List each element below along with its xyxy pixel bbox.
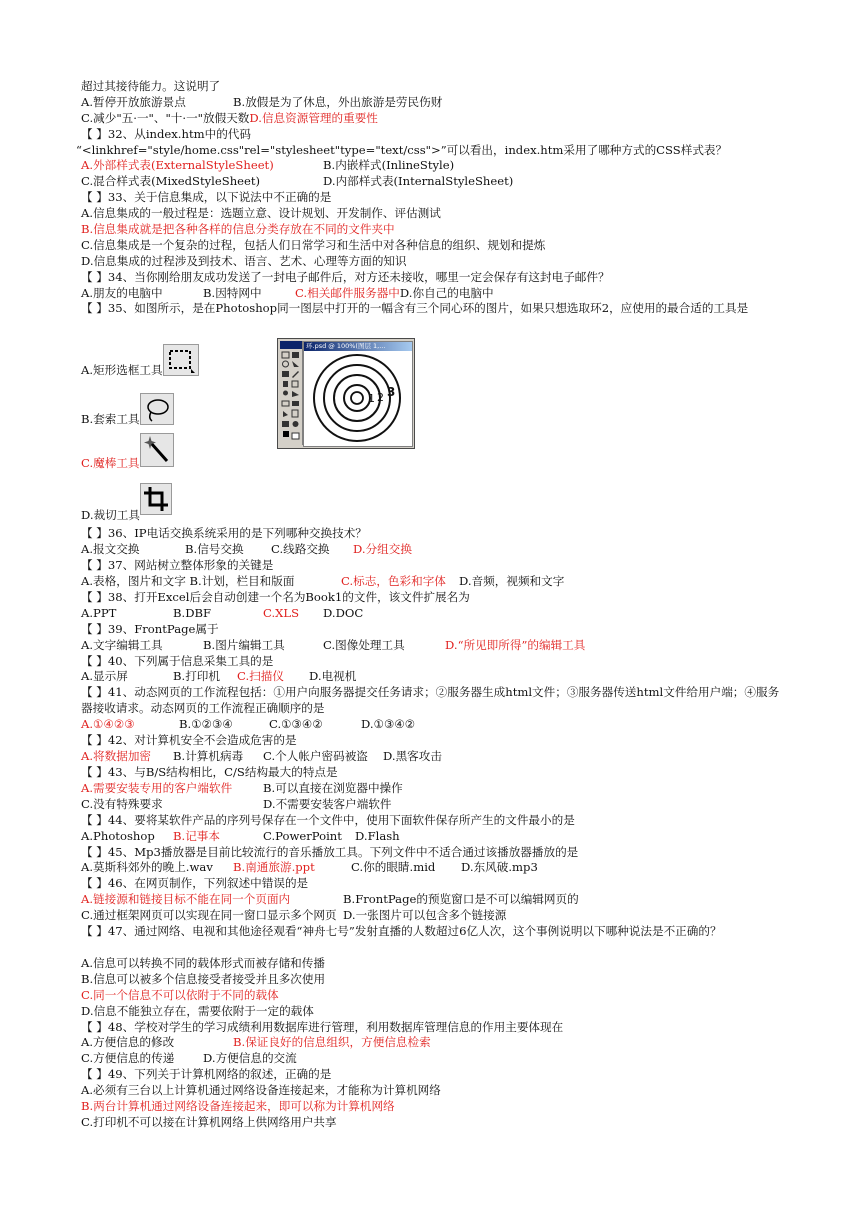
window-title: 环.psd @ 100%(图层 1,... — [306, 342, 386, 350]
option-a: A.报文交换 — [81, 542, 140, 557]
option-c: C.没有特殊要求 — [81, 796, 163, 811]
answer-option-b: B.保证良好的信息组织，方便信息检索 — [233, 1035, 431, 1050]
answer-option-a: A.将数据加密 — [81, 749, 152, 764]
exam-document — [76, 79, 781, 1131]
document-window — [303, 341, 413, 447]
option-c: C.信息集成是一个复杂的过程，包括人们日常学习和生活中对各种信息的组织、规划和提炼 — [81, 237, 546, 252]
question-47: 【 】47、通过网络、电视和其他途径观看“神舟七号”发射直播的人数超过6亿人次，这个事例说明以下哪种说法是不正确的？ — [81, 923, 722, 938]
option-d: D.裁切工具 — [81, 507, 140, 522]
option-b: B.信息可以被多个信息接受者接受并且多次使用 — [81, 971, 326, 986]
photoshop-figure — [277, 338, 415, 449]
answer-option-c: C.相关邮件服务器中 — [295, 285, 400, 300]
option-a: A.文字编辑工具 — [81, 637, 163, 652]
answer-option-a: A.①④②③ — [81, 717, 135, 732]
answer-option-c: C.魔棒工具 — [81, 455, 140, 470]
option-a: A.必须有三台以上计算机通过网络设备连接起来，才能称为计算机网络 — [81, 1083, 441, 1098]
question-42: 【 】42、对计算机安全不会造成危害的是 — [81, 733, 297, 748]
option-d: D.黑客攻击 — [383, 749, 442, 764]
option-a-b: A.表格，图片和文字 B.计划，栏目和版面 — [81, 574, 295, 589]
question-35: 【 】35、如图所示，是在Photoshop同一图层中打开的一幅含有三个同心环的图片，如果只想选取环2，应使用的最合适的工具是 — [81, 301, 749, 316]
question-43: 【 】43、与B/S结构相比，C/S结构最大的特点是 — [81, 765, 338, 780]
option-d: D.信息集成的过程涉及到技术、语言、艺术、心理等方面的知识 — [81, 253, 407, 268]
answer-option-a: A.需要安装专用的客户端软件 — [81, 780, 233, 795]
answer-option-d: D.信息资源管理的重要性 — [249, 110, 378, 125]
option-b: B.放假是为了休息，外出旅游是劳民伤财 — [233, 94, 443, 109]
concentric-rings-image — [304, 351, 410, 443]
option-a: A.莫斯科郊外的晚上.wav — [81, 860, 213, 875]
option-b: B.信号交换 — [185, 542, 244, 557]
toolbox-icons — [280, 349, 302, 445]
answer-option-d: D.分组交换 — [353, 542, 412, 557]
option-c: C.PowerPoint — [263, 828, 342, 843]
option-b: B.图片编辑工具 — [203, 637, 285, 652]
option-c: C.图像处理工具 — [323, 637, 405, 652]
option-a: A.Photoshop — [81, 828, 155, 843]
option-c: C.线路交换 — [271, 542, 330, 557]
option-c: C.打印机不可以接在计算机网络上供网络用户共享 — [81, 1114, 337, 1129]
question-36: 【 】36、IP电话交换系统采用的是下列哪种交换技术？ — [81, 526, 367, 541]
answer-option-c: C.XLS — [263, 605, 300, 620]
option-d: D.东风破.mp3 — [461, 860, 538, 875]
option-b: B.计算机病毒 — [173, 749, 244, 764]
lasso-icon — [140, 393, 174, 425]
rectangular-marquee-icon — [163, 344, 199, 376]
option-b: B.因特网中 — [203, 285, 262, 300]
option-d: D.不需要安装客户端软件 — [263, 796, 392, 811]
option-d: D.内部样式表(InternalStyleSheet) — [323, 174, 514, 189]
answer-option-a: A.外部样式表(ExternalStyleSheet) — [81, 158, 274, 173]
option-b: B.①②③④ — [179, 717, 233, 732]
option-d: D.信息不能独立存在，需要依附于一定的载体 — [81, 1003, 314, 1018]
option-d: D.方便信息的交流 — [203, 1051, 297, 1066]
photoshop-toolbox — [280, 341, 303, 445]
option-d: D.①③④② — [361, 717, 416, 732]
question-46: 【 】46、在网页制作，下列叙述中错误的是 — [81, 876, 309, 891]
question-38: 【 】38、打开Excel后会自动创建一个名为Book1的文件，该文件扩展名为 — [81, 590, 470, 605]
option-c: C.①③④② — [269, 717, 323, 732]
question-44: 【 】44、要将某软件产品的序列号保存在一个文件中，使用下面软件保存所产生的文件最小的是 — [81, 812, 575, 827]
option-c: C.个人帐户密码被盗 — [263, 749, 368, 764]
question-33: 【 】33、关于信息集成，以下说法中不正确的是 — [81, 190, 332, 205]
answer-option-b: B.南通旅游.ppt — [233, 860, 315, 875]
window-title-bar — [304, 342, 412, 351]
option-a: A.显示屏 — [81, 669, 128, 684]
option-c: C.减少"五·一"、"十·一"放假天数 — [81, 110, 250, 125]
option-a: A.PPT — [81, 605, 117, 620]
option-d: D.Flash — [355, 828, 400, 843]
option-d: D.音频，视频和文字 — [459, 574, 565, 589]
magic-wand-icon — [140, 433, 174, 467]
answer-option-c: C.扫描仪 — [237, 669, 284, 684]
option-b: B.可以直接在浏览器中操作 — [263, 780, 403, 795]
question-39: 【 】39、FrontPage属于 — [81, 621, 219, 636]
answer-option-a: A.链接源和链接目标不能在同一个页面内 — [81, 892, 291, 907]
ring-label-2: 2 — [377, 391, 384, 404]
ring-label-1: 1 — [368, 392, 375, 405]
option-b: B.套索工具 — [81, 411, 140, 426]
option-d: D.DOC — [323, 605, 364, 620]
question-48: 【 】48、学校对学生的学习成绩利用数据库进行管理，利用数据库管理信息的作用主要体现在 — [81, 1019, 564, 1034]
question-45: 【 】45、Mp3播放器是目前比较流行的音乐播放工具。下列文件中不适合通过该播放器播放的是 — [81, 844, 579, 859]
question-40: 【 】40、下列属于信息采集工具的是 — [81, 653, 274, 668]
option-a: A.暂停开放旅游景点 — [81, 94, 186, 109]
question-37: 【 】37、网站树立整体形象的关键是 — [81, 558, 274, 573]
question-32-code: “<linkhref="style/home.css"rel="stylesheet"type="text/css">”可以看出，index.htm采用了哪种方式的CSS样式表？ — [76, 142, 728, 157]
option-c: C.通过框架网页可以实现在同一窗口显示多个网页 — [81, 908, 337, 923]
option-b: B.打印机 — [173, 669, 220, 684]
answer-option-b: B.信息集成就是把各种各样的信息分类存放在不同的文件夹中 — [81, 222, 395, 237]
option-c: C.方便信息的传递 — [81, 1051, 175, 1066]
answer-option-b: B.两台计算机通过网络设备连接起来，即可以称为计算机网络 — [81, 1098, 395, 1113]
crop-icon — [140, 483, 172, 515]
option-b: B.DBF — [173, 605, 212, 620]
answer-option-c: C.同一个信息不可以依附于不同的载体 — [81, 987, 279, 1002]
option-b: B.FrontPage的预览窗口是不可以编辑网页的 — [343, 892, 579, 907]
option-d: D.一张图片可以包含多个链接源 — [343, 908, 507, 923]
option-a: A.矩形选框工具 — [81, 362, 163, 377]
question-41: 【 】41、动态网页的工作流程包括：①用户向服务器提交任务请求；②服务器生成html文件；③服务器传送html文件给用户端；④服务器接收请求。动态网页的工作流程正确顺序的是 — [81, 685, 780, 716]
option-a: A.方便信息的修改 — [81, 1035, 175, 1050]
option-a: A.信息集成的一般过程是：选题立意、设计规划、开发制作、评估测试 — [81, 206, 441, 221]
option-c: C.混合样式表(MixedStyleSheet) — [81, 174, 261, 189]
answer-option-c: C.标志，色彩和字体 — [341, 574, 446, 589]
question-49: 【 】49、下列关于计算机网络的叙述，正确的是 — [81, 1067, 332, 1082]
option-b: B.内嵌样式(InlineStyle) — [323, 158, 455, 173]
option-a: A.朋友的电脑中 — [81, 285, 163, 300]
option-d: D.电视机 — [309, 669, 357, 684]
option-d: D.你自己的电脑中 — [399, 285, 494, 300]
ring-label-3: 3 — [387, 385, 396, 399]
answer-option-d: D.“所见即所得”的编辑工具 — [445, 637, 586, 652]
answer-option-b: B.记事本 — [173, 828, 220, 843]
option-a: A.信息可以转换不同的载体形式而被存储和传播 — [81, 955, 325, 970]
text-line: 超过其接待能力。这说明了 — [81, 79, 221, 93]
option-c: C.你的眼睛.mid — [351, 860, 436, 875]
question-34: 【 】34、当你刚给朋友成功发送了一封电子邮件后，对方还未接收，哪里一定会保存有这封电子邮件？ — [81, 269, 610, 284]
question-32: 【 】32、从index.htm中的代码 — [81, 126, 251, 141]
